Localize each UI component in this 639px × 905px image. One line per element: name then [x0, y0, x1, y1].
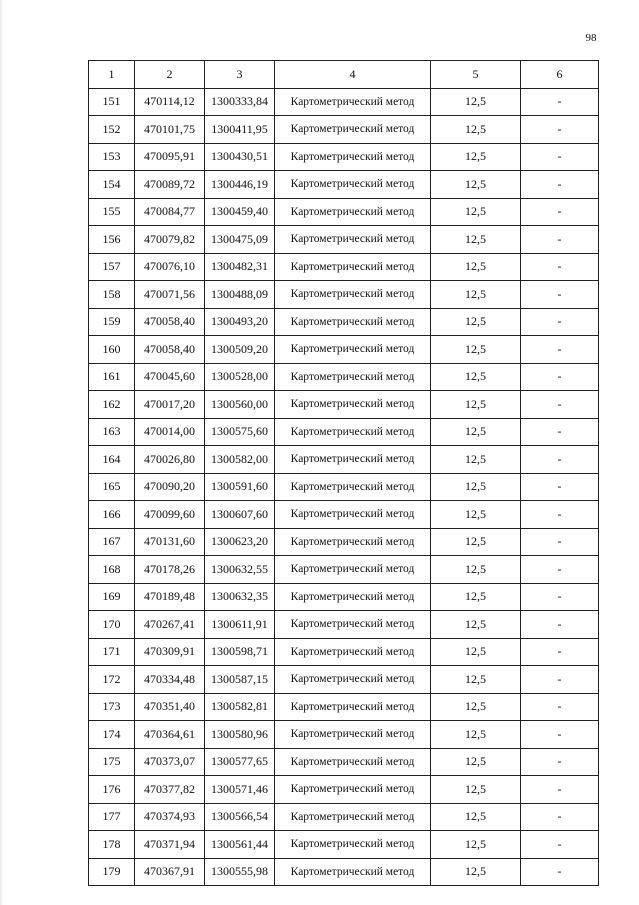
- y-coordinate-cell: 1300571,46: [205, 776, 275, 804]
- table-row: [89, 721, 599, 749]
- method-cell: Картометрический метод: [275, 391, 431, 419]
- y-coordinate-cell: 1300598,71: [205, 638, 275, 666]
- accuracy-cell: 12,5: [431, 281, 521, 309]
- accuracy-cell: 12,5: [431, 363, 521, 391]
- point-number-cell: 156: [89, 226, 135, 254]
- x-coordinate-cell: 470114,12: [135, 88, 205, 116]
- table-row: [89, 501, 599, 529]
- header-col-3: 3: [205, 61, 275, 89]
- note-cell: -: [521, 281, 599, 309]
- note-cell: -: [521, 198, 599, 226]
- point-number-cell: 170: [89, 611, 135, 639]
- x-coordinate-cell: 470178,26: [135, 556, 205, 584]
- accuracy-cell: 12,5: [431, 336, 521, 364]
- table-row: [89, 226, 599, 254]
- point-number-cell: 152: [89, 116, 135, 144]
- accuracy-cell: 12,5: [431, 473, 521, 501]
- note-cell: -: [521, 776, 599, 804]
- point-number-cell: 157: [89, 253, 135, 281]
- point-number-cell: 165: [89, 473, 135, 501]
- method-cell: Картометрический метод: [275, 666, 431, 694]
- method-cell: Картометрический метод: [275, 308, 431, 336]
- method-cell: Картометрический метод: [275, 473, 431, 501]
- y-coordinate-cell: 1300607,60: [205, 501, 275, 529]
- note-cell: -: [521, 666, 599, 694]
- note-cell: -: [521, 336, 599, 364]
- table-row: [89, 391, 599, 419]
- x-coordinate-cell: 470017,20: [135, 391, 205, 419]
- accuracy-cell: 12,5: [431, 88, 521, 116]
- x-coordinate-cell: 470189,48: [135, 583, 205, 611]
- table-row: [89, 253, 599, 281]
- note-cell: -: [521, 418, 599, 446]
- note-cell: -: [521, 143, 599, 171]
- accuracy-cell: 12,5: [431, 446, 521, 474]
- x-coordinate-cell: 470090,20: [135, 473, 205, 501]
- note-cell: -: [521, 638, 599, 666]
- point-number-cell: 168: [89, 556, 135, 584]
- x-coordinate-cell: 470058,40: [135, 308, 205, 336]
- note-cell: -: [521, 473, 599, 501]
- method-cell: Картометрический метод: [275, 831, 431, 859]
- header-col-1: 1: [89, 61, 135, 89]
- point-number-cell: 171: [89, 638, 135, 666]
- accuracy-cell: 12,5: [431, 391, 521, 419]
- x-coordinate-cell: 470058,40: [135, 336, 205, 364]
- point-number-cell: 169: [89, 583, 135, 611]
- accuracy-cell: 12,5: [431, 226, 521, 254]
- method-cell: Картометрический метод: [275, 226, 431, 254]
- x-coordinate-cell: 470309,91: [135, 638, 205, 666]
- y-coordinate-cell: 1300623,20: [205, 528, 275, 556]
- accuracy-cell: 12,5: [431, 528, 521, 556]
- note-cell: -: [521, 363, 599, 391]
- note-cell: -: [521, 446, 599, 474]
- x-coordinate-cell: 470367,91: [135, 858, 205, 886]
- note-cell: -: [521, 831, 599, 859]
- table-row: [89, 308, 599, 336]
- note-cell: -: [521, 556, 599, 584]
- header-col-5: 5: [431, 61, 521, 89]
- method-cell: Картометрический метод: [275, 748, 431, 776]
- y-coordinate-cell: 1300459,40: [205, 198, 275, 226]
- note-cell: -: [521, 171, 599, 199]
- y-coordinate-cell: 1300582,81: [205, 693, 275, 721]
- x-coordinate-cell: 470045,60: [135, 363, 205, 391]
- header-col-4: 4: [275, 61, 431, 89]
- table-row: [89, 143, 599, 171]
- table-row: [89, 363, 599, 391]
- method-cell: Картометрический метод: [275, 776, 431, 804]
- accuracy-cell: 12,5: [431, 308, 521, 336]
- x-coordinate-cell: 470377,82: [135, 776, 205, 804]
- point-number-cell: 167: [89, 528, 135, 556]
- table-row: [89, 116, 599, 144]
- y-coordinate-cell: 1300446,19: [205, 171, 275, 199]
- y-coordinate-cell: 1300580,96: [205, 721, 275, 749]
- method-cell: Картометрический метод: [275, 253, 431, 281]
- y-coordinate-cell: 1300475,09: [205, 226, 275, 254]
- accuracy-cell: 12,5: [431, 776, 521, 804]
- y-coordinate-cell: 1300509,20: [205, 336, 275, 364]
- point-number-cell: 151: [89, 88, 135, 116]
- point-number-cell: 179: [89, 858, 135, 886]
- point-number-cell: 161: [89, 363, 135, 391]
- table-row: [89, 336, 599, 364]
- accuracy-cell: 12,5: [431, 748, 521, 776]
- note-cell: -: [521, 88, 599, 116]
- note-cell: -: [521, 501, 599, 529]
- x-coordinate-cell: 470101,75: [135, 116, 205, 144]
- y-coordinate-cell: 1300411,95: [205, 116, 275, 144]
- method-cell: Картометрический метод: [275, 501, 431, 529]
- y-coordinate-cell: 1300591,60: [205, 473, 275, 501]
- accuracy-cell: 12,5: [431, 583, 521, 611]
- table-row: [89, 473, 599, 501]
- point-number-cell: 177: [89, 803, 135, 831]
- accuracy-cell: 12,5: [431, 693, 521, 721]
- table-row: [89, 198, 599, 226]
- accuracy-cell: 12,5: [431, 198, 521, 226]
- x-coordinate-cell: 470079,82: [135, 226, 205, 254]
- method-cell: Картометрический метод: [275, 281, 431, 309]
- point-number-cell: 153: [89, 143, 135, 171]
- point-number-cell: 166: [89, 501, 135, 529]
- x-coordinate-cell: 470071,56: [135, 281, 205, 309]
- table-row: [89, 556, 599, 584]
- accuracy-cell: 12,5: [431, 721, 521, 749]
- accuracy-cell: 12,5: [431, 803, 521, 831]
- table-row: [89, 583, 599, 611]
- note-cell: -: [521, 116, 599, 144]
- table-row: [89, 171, 599, 199]
- table-row: [89, 611, 599, 639]
- method-cell: Картометрический метод: [275, 583, 431, 611]
- x-coordinate-cell: 470334,48: [135, 666, 205, 694]
- accuracy-cell: 12,5: [431, 116, 521, 144]
- table-row: [89, 858, 599, 886]
- method-cell: Картометрический метод: [275, 611, 431, 639]
- method-cell: Картометрический метод: [275, 418, 431, 446]
- method-cell: Картометрический метод: [275, 171, 431, 199]
- y-coordinate-cell: 1300488,09: [205, 281, 275, 309]
- point-number-cell: 178: [89, 831, 135, 859]
- note-cell: -: [521, 693, 599, 721]
- point-number-cell: 163: [89, 418, 135, 446]
- table-row: [89, 831, 599, 859]
- accuracy-cell: 12,5: [431, 638, 521, 666]
- table-row: [89, 446, 599, 474]
- y-coordinate-cell: 1300493,20: [205, 308, 275, 336]
- point-number-cell: 173: [89, 693, 135, 721]
- table-row: [89, 281, 599, 309]
- y-coordinate-cell: 1300611,91: [205, 611, 275, 639]
- point-number-cell: 154: [89, 171, 135, 199]
- table-row: [89, 776, 599, 804]
- accuracy-cell: 12,5: [431, 611, 521, 639]
- method-cell: Картометрический метод: [275, 363, 431, 391]
- method-cell: Картометрический метод: [275, 803, 431, 831]
- table-header-row: [89, 61, 599, 89]
- table-row: [89, 638, 599, 666]
- x-coordinate-cell: 470095,91: [135, 143, 205, 171]
- table-row: [89, 418, 599, 446]
- method-cell: Картометрический метод: [275, 336, 431, 364]
- note-cell: -: [521, 583, 599, 611]
- scan-edge-shadow: [0, 0, 3, 905]
- note-cell: -: [521, 253, 599, 281]
- note-cell: -: [521, 748, 599, 776]
- y-coordinate-cell: 1300582,00: [205, 446, 275, 474]
- y-coordinate-cell: 1300561,44: [205, 831, 275, 859]
- point-number-cell: 162: [89, 391, 135, 419]
- table-row: [89, 748, 599, 776]
- method-cell: Картометрический метод: [275, 116, 431, 144]
- method-cell: Картометрический метод: [275, 556, 431, 584]
- accuracy-cell: 12,5: [431, 858, 521, 886]
- table-row: [89, 666, 599, 694]
- y-coordinate-cell: 1300560,00: [205, 391, 275, 419]
- note-cell: -: [521, 803, 599, 831]
- page-number: 98: [585, 32, 597, 44]
- x-coordinate-cell: 470364,61: [135, 721, 205, 749]
- accuracy-cell: 12,5: [431, 831, 521, 859]
- accuracy-cell: 12,5: [431, 171, 521, 199]
- y-coordinate-cell: 1300632,55: [205, 556, 275, 584]
- note-cell: -: [521, 391, 599, 419]
- coordinates-table: [88, 60, 599, 886]
- note-cell: -: [521, 308, 599, 336]
- accuracy-cell: 12,5: [431, 253, 521, 281]
- accuracy-cell: 12,5: [431, 418, 521, 446]
- x-coordinate-cell: 470374,93: [135, 803, 205, 831]
- method-cell: Картометрический метод: [275, 858, 431, 886]
- accuracy-cell: 12,5: [431, 143, 521, 171]
- point-number-cell: 172: [89, 666, 135, 694]
- x-coordinate-cell: 470351,40: [135, 693, 205, 721]
- y-coordinate-cell: 1300333,84: [205, 88, 275, 116]
- header-col-6: 6: [521, 61, 599, 89]
- table-row: [89, 803, 599, 831]
- note-cell: -: [521, 528, 599, 556]
- x-coordinate-cell: 470099,60: [135, 501, 205, 529]
- method-cell: Картометрический метод: [275, 528, 431, 556]
- y-coordinate-cell: 1300555,98: [205, 858, 275, 886]
- note-cell: -: [521, 858, 599, 886]
- y-coordinate-cell: 1300577,65: [205, 748, 275, 776]
- x-coordinate-cell: 470076,10: [135, 253, 205, 281]
- x-coordinate-cell: 470014,00: [135, 418, 205, 446]
- y-coordinate-cell: 1300430,51: [205, 143, 275, 171]
- y-coordinate-cell: 1300632,35: [205, 583, 275, 611]
- x-coordinate-cell: 470131,60: [135, 528, 205, 556]
- method-cell: Картометрический метод: [275, 693, 431, 721]
- table-row: [89, 528, 599, 556]
- y-coordinate-cell: 1300528,00: [205, 363, 275, 391]
- x-coordinate-cell: 470084,77: [135, 198, 205, 226]
- note-cell: -: [521, 611, 599, 639]
- x-coordinate-cell: 470267,41: [135, 611, 205, 639]
- y-coordinate-cell: 1300587,15: [205, 666, 275, 694]
- method-cell: Картометрический метод: [275, 721, 431, 749]
- header-col-2: 2: [135, 61, 205, 89]
- point-number-cell: 176: [89, 776, 135, 804]
- method-cell: Картометрический метод: [275, 446, 431, 474]
- table-body: [89, 88, 599, 886]
- x-coordinate-cell: 470373,07: [135, 748, 205, 776]
- method-cell: Картометрический метод: [275, 143, 431, 171]
- point-number-cell: 164: [89, 446, 135, 474]
- x-coordinate-cell: 470371,94: [135, 831, 205, 859]
- note-cell: -: [521, 226, 599, 254]
- point-number-cell: 159: [89, 308, 135, 336]
- y-coordinate-cell: 1300575,60: [205, 418, 275, 446]
- y-coordinate-cell: 1300566,54: [205, 803, 275, 831]
- point-number-cell: 155: [89, 198, 135, 226]
- x-coordinate-cell: 470089,72: [135, 171, 205, 199]
- method-cell: Картометрический метод: [275, 638, 431, 666]
- table-row: [89, 693, 599, 721]
- accuracy-cell: 12,5: [431, 666, 521, 694]
- note-cell: -: [521, 721, 599, 749]
- method-cell: Картометрический метод: [275, 198, 431, 226]
- point-number-cell: 160: [89, 336, 135, 364]
- method-cell: Картометрический метод: [275, 88, 431, 116]
- table-row: [89, 88, 599, 116]
- point-number-cell: 158: [89, 281, 135, 309]
- accuracy-cell: 12,5: [431, 501, 521, 529]
- point-number-cell: 174: [89, 721, 135, 749]
- point-number-cell: 175: [89, 748, 135, 776]
- x-coordinate-cell: 470026,80: [135, 446, 205, 474]
- y-coordinate-cell: 1300482,31: [205, 253, 275, 281]
- accuracy-cell: 12,5: [431, 556, 521, 584]
